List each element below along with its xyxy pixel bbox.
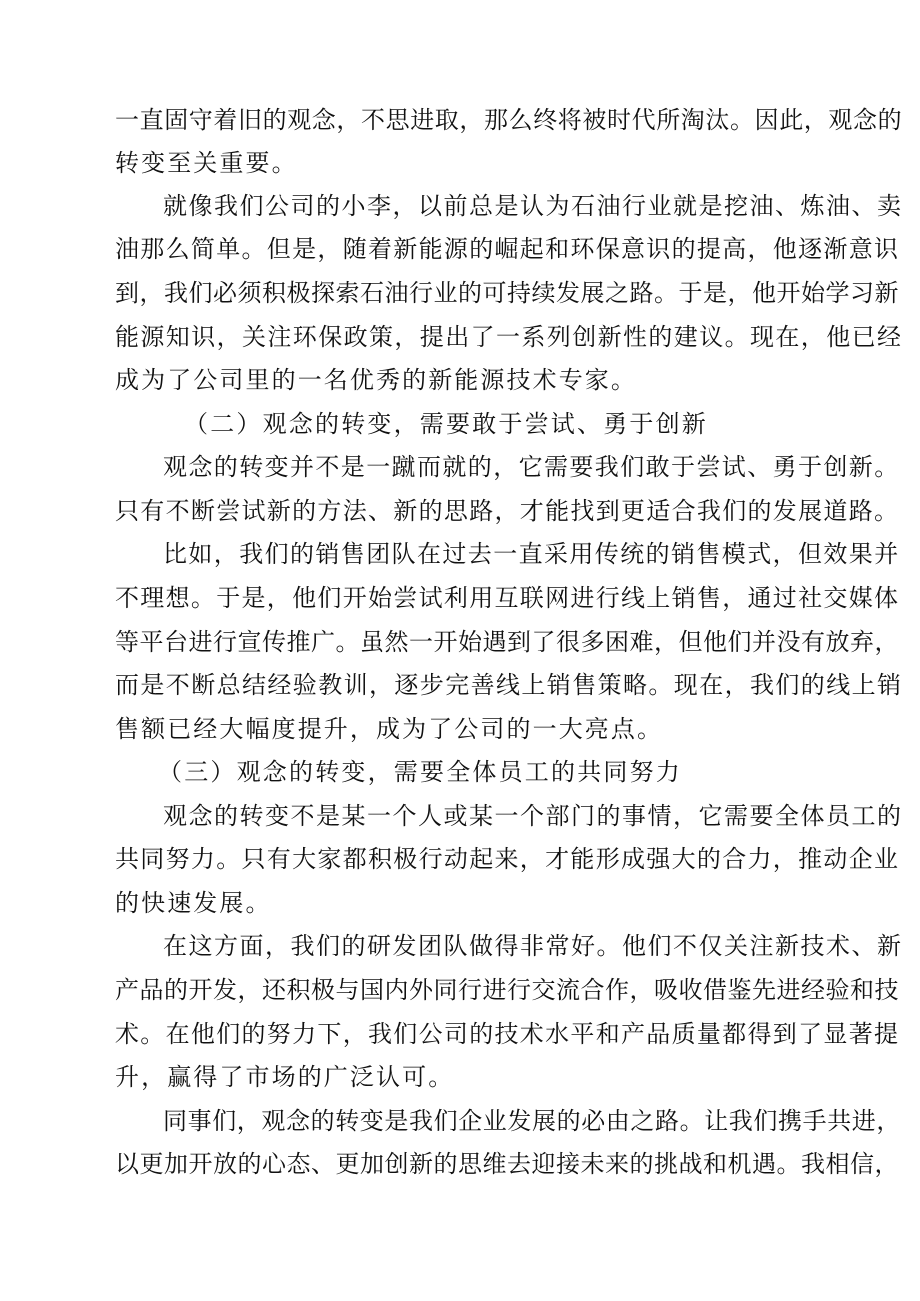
paragraph-line: 产品的开发，还积极与国内外同行进行交流合作，吸收借鉴先进经验和技 — [115, 976, 899, 1004]
paragraph-line: 不理想。于是，他们开始尝试利用互联网进行线上销售，通过社交媒体 — [115, 584, 900, 612]
paragraph-line: 升，赢得了市场的广泛认可。 — [115, 1063, 455, 1091]
paragraph-line: 观念的转变并不是一蹴而就的，它需要我们敢于尝试、勇于创新。 — [163, 453, 900, 481]
paragraph-line: 能源知识，关注环保政策，提出了一系列创新性的建议。现在，他已经 — [115, 323, 903, 351]
section-heading: （三）观念的转变，需要全体员工的共同努力 — [158, 758, 682, 786]
paragraph-line: 转变至关重要。 — [115, 149, 298, 177]
paragraph-line: 只有不断尝试新的方法、新的思路，才能找到更适合我们的发展道路。 — [115, 497, 900, 525]
paragraph-line: 油那么简单。但是，随着新能源的崛起和环保意识的提高，他逐渐意识 — [115, 235, 900, 263]
paragraph-line: 等平台进行宣传推广。虽然一开始遇到了很多困难，但他们并没有放弃， — [115, 628, 899, 656]
paragraph-line: 在这方面，我们的研发团队做得非常好。他们不仅关注新技术、新 — [163, 932, 903, 960]
paragraph-line: 同事们，观念的转变是我们企业发展的必由之路。让我们携手共进， — [163, 1107, 901, 1135]
paragraph-line: 一直固守着旧的观念，不思进取，那么终将被时代所淘汰。因此，观念的 — [115, 106, 903, 134]
paragraph-line: 就像我们公司的小李，以前总是认为石油行业就是挖油、炼油、卖 — [163, 192, 903, 220]
paragraph-line: 到，我们必须积极探索石油行业的可持续发展之路。于是，他开始学习新 — [115, 279, 899, 307]
section-heading: （二）观念的转变，需要敢于尝试、勇于创新 — [184, 410, 708, 438]
paragraph-line: 成为了公司里的一名优秀的新能源技术专家。 — [115, 366, 637, 394]
paragraph-line: 比如，我们的销售团队在过去一直采用传统的销售模式，但效果并 — [163, 540, 900, 568]
paragraph-line: 以更加开放的心态、更加创新的思维去迎接未来的挑战和机遇。我相信， — [115, 1150, 899, 1178]
paragraph-line: 术。在他们的努力下，我们公司的技术水平和产品质量都得到了显著提 — [115, 1020, 900, 1048]
paragraph-line: 观念的转变不是某一个人或某一个部门的事情，它需要全体员工的 — [163, 802, 903, 830]
paragraph-line: 售额已经大幅度提升，成为了公司的一大亮点。 — [115, 715, 664, 743]
paragraph-line: 共同努力。只有大家都积极行动起来，才能形成强大的合力，推动企业 — [115, 845, 900, 873]
paragraph-line: 的快速发展。 — [115, 889, 272, 917]
paragraph-line: 而是不断总结经验教训，逐步完善线上销售策略。现在，我们的线上销 — [115, 671, 903, 699]
